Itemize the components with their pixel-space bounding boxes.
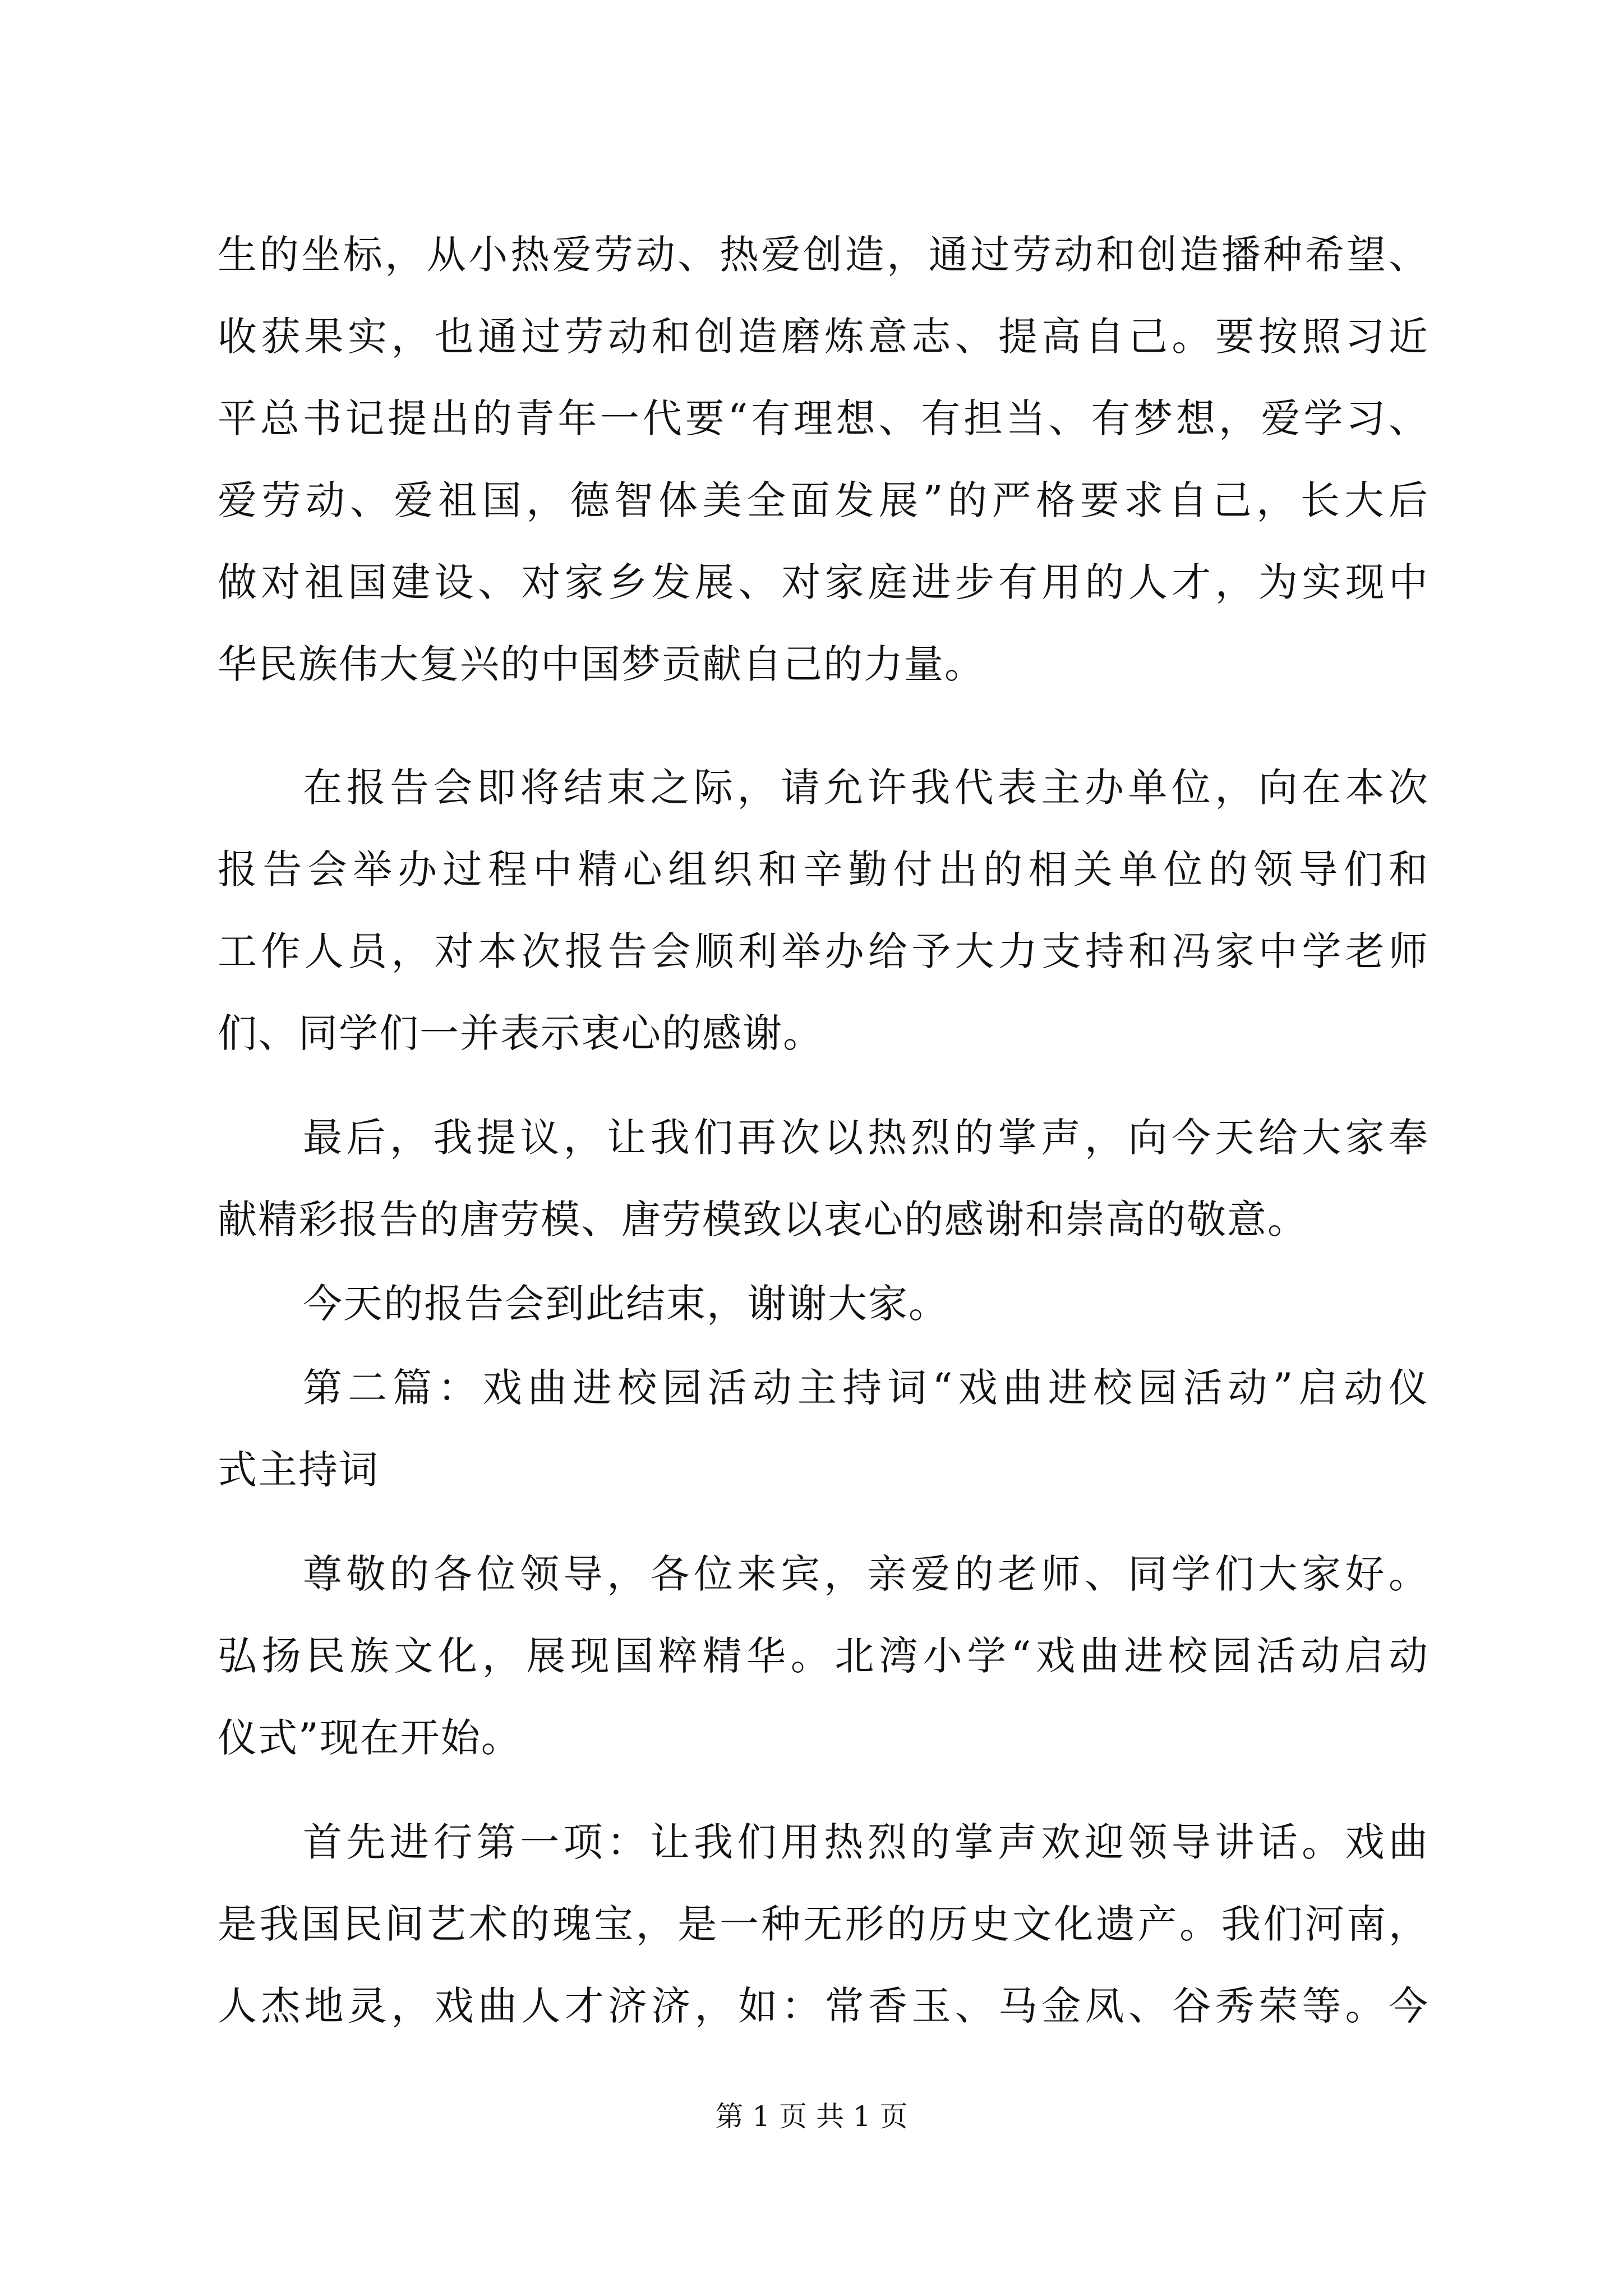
page-number-footer: 第 1 页 共 1 页 — [715, 2100, 908, 2133]
paragraph-first-line: 尊敬的各位领导，各位来宾，亲爱的老师、同学们大家好。 — [303, 1551, 1429, 1597]
text-line: 弘扬民族文化，展现国粹精华。北湾小学“戏曲进校园活动启动 — [218, 1633, 1429, 1679]
paragraph-first-line: 最后，我提议，让我们再次以热烈的掌声，向今天给大家奉 — [303, 1115, 1429, 1161]
text-line: 爱劳动、爱祖国，德智体美全面发展”的严格要求自己，长大后 — [218, 477, 1429, 523]
paragraph-first-line: 首先进行第一项：让我们用热烈的掌声欢迎领导讲话。戏曲 — [303, 1819, 1429, 1865]
paragraph-first-line: 今天的报告会到此结束，谢谢大家。 — [303, 1281, 949, 1327]
text-line: 生的坐标，从小热爱劳动、热爱创造，通过劳动和创造播种希望、 — [218, 232, 1429, 278]
text-line: 是我国民间艺术的瑰宝，是一种无形的历史文化遗产。我们河南， — [218, 1901, 1429, 1947]
section-heading-line: 式主持词 — [218, 1447, 379, 1493]
text-line: 人杰地灵，戏曲人才济济，如：常香玉、马金凤、谷秀荣等。今 — [218, 1983, 1429, 2029]
text-line: 献精彩报告的唐劳模、唐劳模致以衷心的感谢和崇高的敬意。 — [218, 1197, 1308, 1243]
text-line: 仪式”现在开始。 — [218, 1715, 522, 1761]
paragraph-first-line: 在报告会即将结束之际，请允许我代表主办单位，向在本次 — [303, 765, 1429, 811]
text-line: 工作人员，对本次报告会顺利举办给予大力支持和冯家中学老师 — [218, 928, 1429, 974]
text-line: 华民族伟大复兴的中国梦贡献自己的力量。 — [218, 641, 985, 687]
text-line: 们、同学们一并表示衷心的感谢。 — [218, 1010, 823, 1056]
section-heading-line: 第二篇：戏曲进校园活动主持词“戏曲进校园活动”启动仪 — [303, 1365, 1429, 1411]
text-line: 报告会举办过程中精心组织和辛勤付出的相关单位的领导们和 — [218, 846, 1429, 892]
text-line: 收获果实，也通过劳动和创造磨炼意志、提高自己。要按照习近 — [218, 314, 1429, 360]
text-line: 做对祖国建设、对家乡发展、对家庭进步有用的人才，为实现中 — [218, 559, 1429, 605]
text-line: 平总书记提出的青年一代要“有理想、有担当、有梦想，爱学习、 — [218, 395, 1429, 441]
